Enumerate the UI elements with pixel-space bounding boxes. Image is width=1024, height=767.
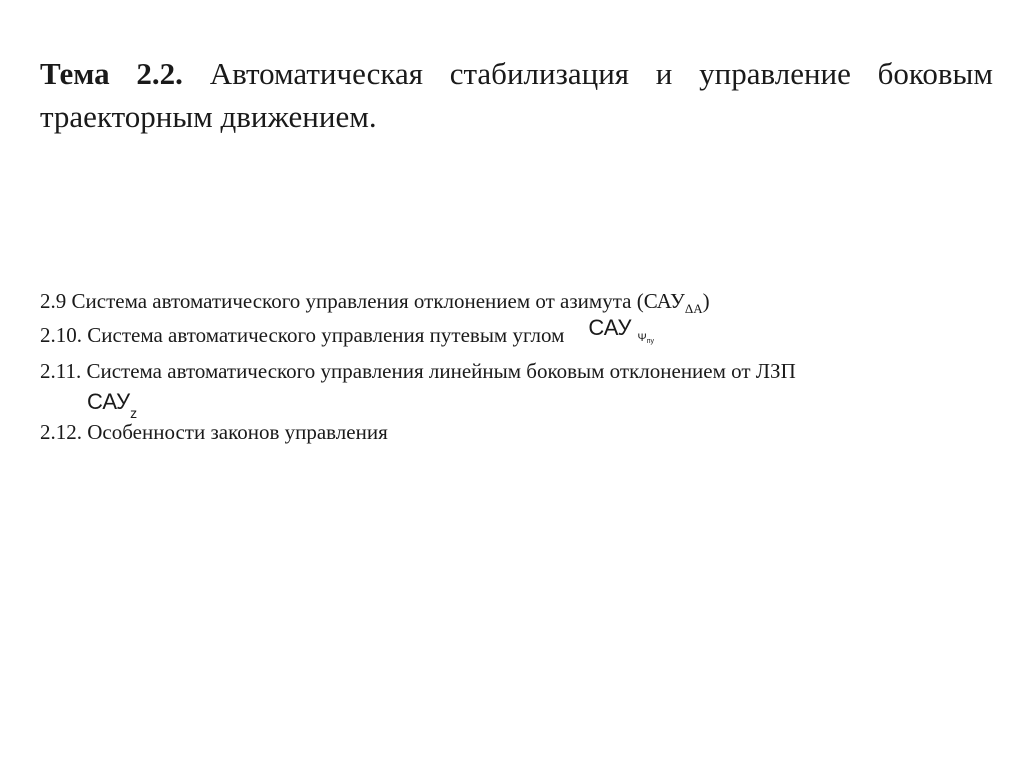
item-text: 2.11. Система автоматического управления линейным боковым отклонением от ЛЗП [40, 359, 796, 383]
formula [87, 389, 138, 421]
list-item [40, 315, 1000, 356]
title-text: Автоматическая стабилизация и управление боковым траекторным движением. [40, 56, 993, 134]
formula-subscript: z [130, 405, 138, 421]
list-item [40, 356, 1000, 421]
topic-list [40, 286, 1000, 446]
formula-base: САУ [87, 389, 131, 414]
item-suffix: ) [702, 289, 710, 313]
formula-subscript [637, 332, 654, 344]
item-subscript: ΔA [684, 301, 703, 316]
formula [588, 315, 654, 345]
list-item [40, 286, 1000, 319]
formula-base: САУ [588, 315, 632, 340]
psi-symbol: Ψ [637, 332, 647, 344]
slide-title [40, 52, 993, 138]
item-text: 2.12. Особенности законов управления [40, 420, 388, 444]
title-label: Тема 2.2. [40, 56, 183, 91]
item-text: 2.10. Система автоматического управления путевым углом [40, 323, 565, 347]
item-text: 2.9 Система автоматического управления отклонением от азимута (САУ [40, 289, 685, 313]
list-item [40, 418, 1000, 446]
formula-subscript-2: пу [646, 338, 654, 345]
